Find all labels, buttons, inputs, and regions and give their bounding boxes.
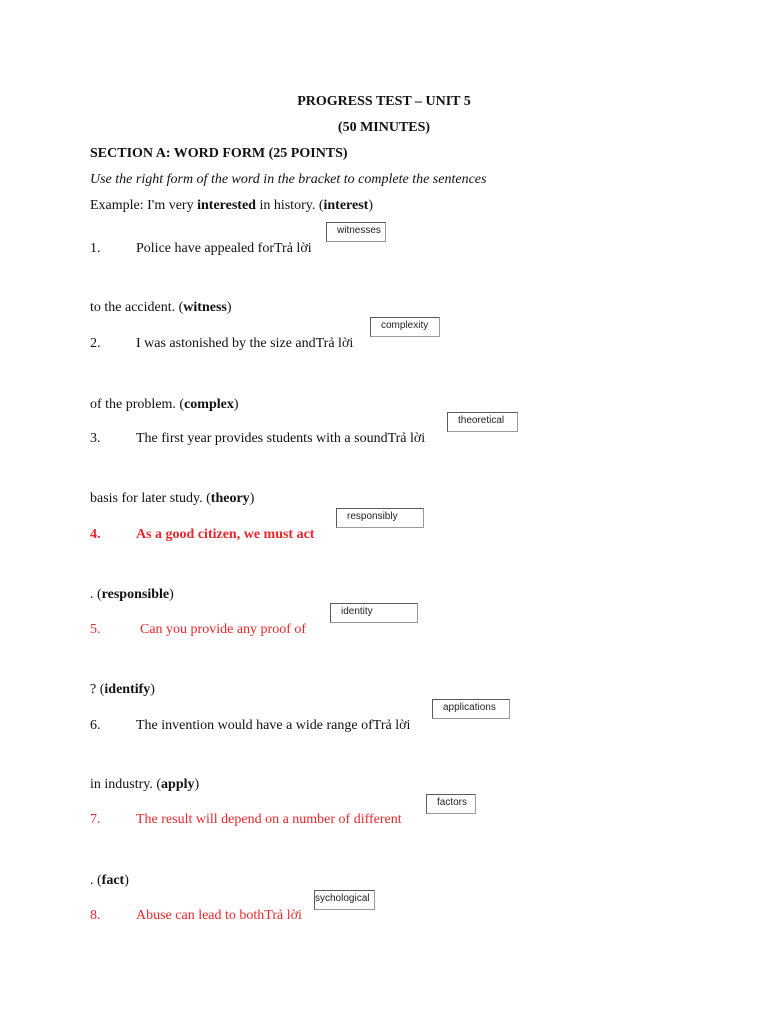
question-number: 4. [90, 527, 101, 542]
answer-field-5[interactable]: identity [330, 603, 418, 623]
answer-field-1[interactable]: witnesses [326, 222, 386, 242]
question-5-continuation [90, 682, 155, 698]
example-line [90, 198, 373, 214]
continuation-close: ) [194, 777, 200, 792]
answer-field-3[interactable]: theoretical [447, 412, 518, 432]
root-word: complex [184, 397, 234, 412]
continuation-text: . ( [90, 873, 102, 888]
question-number: 3. [90, 431, 101, 446]
continuation-close: ) [150, 682, 155, 697]
continuation-text: . ( [90, 587, 102, 602]
continuation-text: to the accident. ( [90, 300, 184, 315]
question-2-continuation [90, 397, 239, 413]
question-1-continuation [90, 300, 232, 316]
continuation-close: ) [233, 397, 239, 412]
question-number: 8. [90, 908, 101, 923]
root-word: responsible [101, 587, 170, 602]
example-middle: in history. ( [255, 198, 324, 213]
question-text: Abuse can lead to bothTrả lời [136, 908, 302, 923]
example-prefix: Example: I'm very [90, 198, 198, 213]
test-duration: (50 MINUTES) [337, 120, 431, 135]
continuation-close: ) [226, 300, 232, 315]
root-word: theory [210, 491, 250, 506]
root-word: fact [101, 873, 125, 888]
question-text: As a good citizen, we must act [136, 527, 315, 542]
continuation-close: ) [124, 873, 129, 888]
continuation-text: in industry. ( [90, 777, 162, 792]
root-word: witness [183, 300, 227, 315]
question-text: Police have appealed forTrả lời [136, 241, 312, 256]
example-suffix: ) [368, 198, 374, 213]
question-7-continuation [90, 873, 129, 889]
question-text: The result will depend on a number of different [136, 812, 402, 827]
example-answer: interested [197, 198, 256, 213]
question-4-continuation [90, 587, 174, 603]
instruction-text: Use the right form of the word in the bracket to complete the sentences [90, 172, 487, 187]
question-text: I was astonished by the size andTrả lời [136, 336, 354, 351]
answer-field-6[interactable]: applications [432, 699, 510, 719]
question-number: 1. [90, 241, 101, 256]
answer-field-7[interactable]: factors [426, 794, 476, 814]
answer-field-4[interactable]: responsibly [336, 508, 424, 528]
continuation-close: ) [249, 491, 255, 506]
section-heading: SECTION A: WORD FORM (25 POINTS) [90, 146, 348, 161]
continuation-text: basis for later study. ( [90, 491, 211, 506]
answer-field-2[interactable]: complexity [370, 317, 440, 337]
continuation-close: ) [169, 587, 174, 602]
question-6-continuation [90, 777, 199, 793]
question-text: The first year provides students with a soundTrả lời [136, 431, 426, 446]
question-text: Can you provide any proof of [140, 622, 307, 637]
question-number: 6. [90, 718, 101, 733]
test-title: PROGRESS TEST – UNIT 5 [297, 94, 471, 109]
question-number: 2. [90, 336, 101, 351]
example-root: interest [323, 198, 369, 213]
answer-field-8[interactable]: sychological [314, 890, 375, 910]
question-text: The invention would have a wide range ofTrả lời [136, 718, 411, 733]
continuation-text: of the problem. ( [90, 397, 185, 412]
question-number: 7. [90, 812, 101, 827]
continuation-text: ? ( [90, 682, 105, 697]
root-word: apply [161, 777, 195, 792]
root-word: identify [104, 682, 151, 697]
question-number: 5. [90, 622, 101, 637]
question-3-continuation [90, 491, 254, 507]
